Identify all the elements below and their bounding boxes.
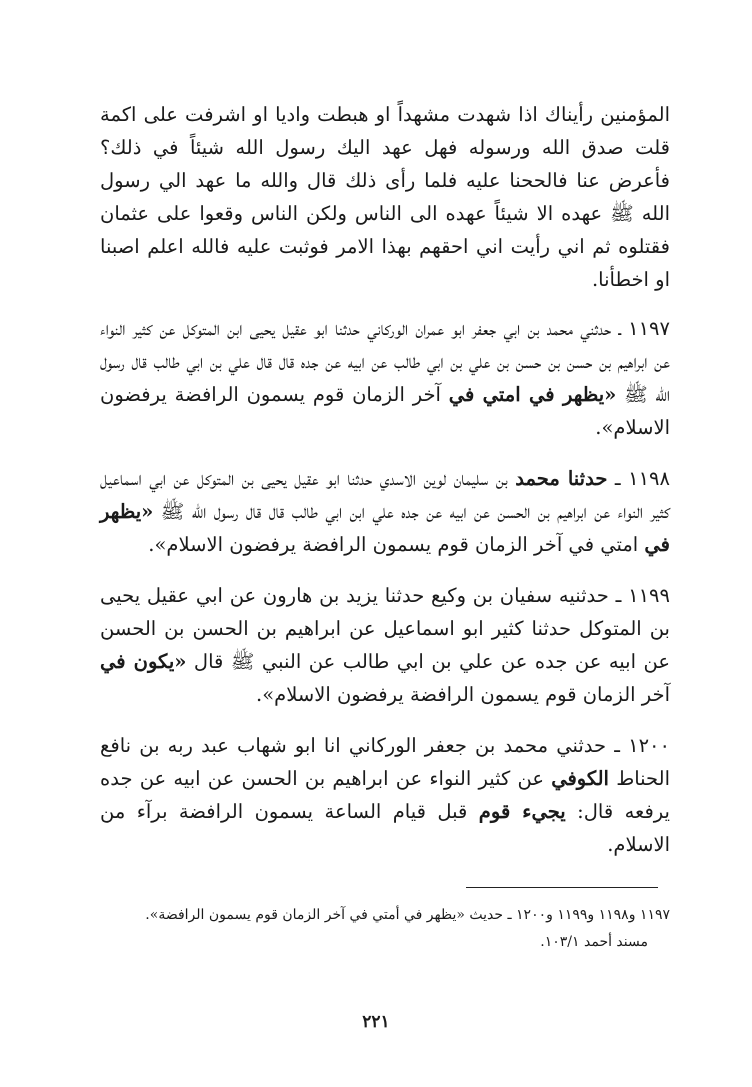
- bold-run: «يظهر في امتي في: [448, 383, 617, 406]
- text-run: ١١٩٨ ـ: [607, 467, 670, 490]
- text-run: ١١٩٩ ـ حدثنيه سفيان بن وكيع حدثنا يزيد بن هارون عن ابي عقيل يحيى بن المتوكل حدثنا كثير ابو اسماعيل عن ابراهيم بن الحسن بن الحسن عن ابيه عن جده عن علي بن ابي طالب عن النبي ﷺ قال: [100, 584, 670, 673]
- bold-run: «يظهر في: [100, 500, 670, 556]
- paragraph-hadith-1200: [100, 729, 670, 861]
- main-text: [100, 98, 670, 879]
- bold-run: «يكون في: [100, 650, 187, 673]
- footnotes: [100, 902, 670, 956]
- paragraph-continuation: [100, 98, 670, 296]
- text-run: آخر الزمان قوم يسمون الرافضة يرفضون الاسلام».: [100, 383, 670, 439]
- text-run: قبل قيام الساعة يسمون الرافضة برآء من الاسلام.: [100, 800, 670, 856]
- bold-run: يجيء قوم: [478, 800, 566, 823]
- text-run: ١١٩٧ ـ حدثني محمد بن ابي جعفر ابو عمران الوركاني حدثنا ابو عقيل يحيى ابن المتوكل عن كثير النواء عن ابراهيم بن حسن بن حسن بن علي بن ابي طالب عن ابيه عن جده قال قال علي بن ابي طالب قال رسول الله ﷺ: [100, 317, 670, 406]
- text-run: ١٢٠٠ ـ حدثني محمد بن جعفر الوركاني انا ابو شهاب عبد ربه بن نافع الحناط: [100, 734, 670, 790]
- paragraph-hadith-1198: [100, 462, 670, 561]
- footnote-source: مسند أحمد ١٠٣/١.: [540, 934, 648, 950]
- text-run: امتي في آخر الزمان قوم يسمون الرافضة يرفضون الاسلام».: [148, 533, 645, 556]
- bold-run: الكوفي: [551, 767, 609, 790]
- text-run: بن سليمان لوين الاسدي حدثنا ابو عقيل يحيى بن المتوكل عن ابي اسماعيل كثير النواء عن ابراهيم بن الحسن عن ابيه عن جده علي ابن ابي طالب قال قال رسول الله ﷺ: [100, 467, 670, 523]
- text-run: المؤمنين رأيناك اذا شهدت مشهداً او هبطت واديا او اشرفت على اكمة قلت صدق الله ورسوله فهل عهد اليك رسول الله شيئاً في ذلك؟ فأعرض عنا فالححنا عليه فلما رأى ذلك قال والله ما عهد الي رسول الله ﷺ عهده الا شيئاً عهده الى الناس ولكن الناس وقعوا على عثمان فقتلوه ثم اني رأيت اني احقهم بهذا الامر فوثبت عليه فالله اعلم اصبنا او اخطأنا.: [100, 103, 670, 291]
- text-run: آخر الزمان قوم يسمون الرافضة يرفضون الاسلام».: [256, 683, 670, 706]
- paragraph-hadith-1197: [100, 312, 670, 444]
- paragraph-hadith-1199: [100, 579, 670, 711]
- text-run: عن كثير النواء عن ابراهيم بن الحسن عن ابيه عن جده يرفعه قال:: [100, 767, 670, 823]
- footnote-hadith-reference: ١١٩٧ و١١٩٨ و١١٩٩ و١٢٠٠ ـ حديث «يظهر في أمتي في آخر الزمان قوم يسمون الرافضة».: [145, 907, 670, 923]
- bold-run: حدثنا محمد: [515, 467, 608, 490]
- page-number: ٢٢١: [362, 1012, 390, 1032]
- footnote-divider: [466, 887, 658, 888]
